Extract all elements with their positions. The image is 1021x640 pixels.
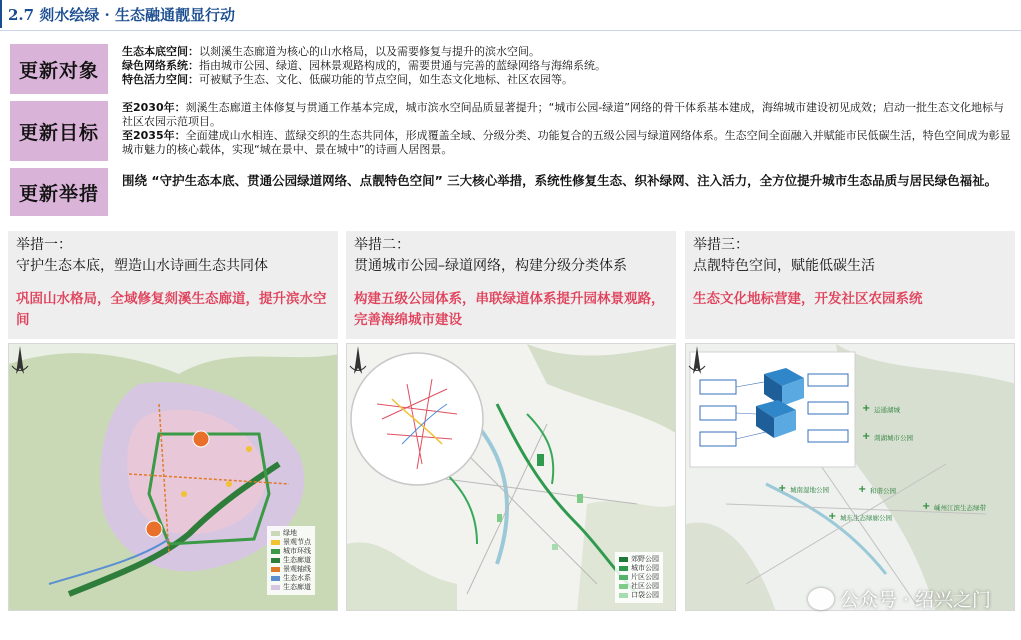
line-key: 生态本底空间： bbox=[122, 45, 199, 58]
legend-item bbox=[619, 591, 659, 600]
legend-label: 生态水系 bbox=[283, 574, 311, 582]
map-legend bbox=[615, 552, 663, 603]
legend-label: 城市环线 bbox=[283, 547, 311, 555]
legend-swatch bbox=[271, 549, 280, 554]
panel-title-label: 举措二： bbox=[354, 237, 410, 253]
row-update-objects bbox=[10, 44, 1015, 94]
legend-swatch bbox=[619, 584, 628, 589]
text-line bbox=[122, 129, 1012, 157]
legend-item bbox=[271, 529, 311, 538]
page-title: 2.7 剡水绘绿 · 生态融通靓显行动 bbox=[8, 6, 235, 24]
text-line bbox=[122, 45, 1012, 59]
legend-label: 口袋公园 bbox=[631, 591, 659, 599]
legend-item bbox=[271, 574, 311, 583]
legend-swatch bbox=[271, 540, 280, 545]
legend-item bbox=[271, 538, 311, 547]
map-legend bbox=[267, 526, 315, 595]
panel-title: 守护生态本底，塑造山水诗画生态共同体 bbox=[16, 258, 268, 274]
line-key: 至2030年： bbox=[122, 101, 186, 114]
legend-swatch bbox=[619, 557, 628, 562]
legend-label: 生态廊道 bbox=[283, 583, 311, 591]
text-line bbox=[122, 73, 1012, 87]
line-body: 以剡溪生态廊道为核心的山水格局，以及需要修复与提升的滨水空间。 bbox=[199, 45, 540, 58]
legend-item bbox=[271, 547, 311, 556]
wechat-icon bbox=[808, 588, 834, 610]
legend-label: 生态廊道 bbox=[283, 556, 311, 564]
legend-item bbox=[271, 565, 311, 574]
map-feature-spaces bbox=[685, 343, 1015, 611]
panel-measure-1 bbox=[8, 231, 338, 339]
legend-swatch bbox=[271, 558, 280, 563]
place-label: 嵊州江滨生态绿带 bbox=[934, 504, 986, 512]
line-body: 指由城市公园、绿道、园林景观路构成的，需要贯通与完善的蓝绿网络与海绵系统。 bbox=[199, 59, 606, 72]
line-key: 至2035年： bbox=[122, 129, 186, 142]
line-body: 可被赋予生态、文化、低碳功能的节点空间，如生态文化地标、社区农园等。 bbox=[199, 73, 573, 86]
text-line bbox=[122, 101, 1012, 129]
line-body: 全面建成山水相连、蓝绿交织的生态共同体，形成覆盖全域、分级分类、功能复合的五级公园与绿道网络体系。生态空间全面融入并赋能市民低碳生活，特色空间成为彰显城市魅力的核心载体，实现“城在景中、景在城中”的诗画人居图景。 bbox=[122, 129, 1011, 156]
panel-measure-3 bbox=[685, 231, 1015, 339]
green-marker-icon: + bbox=[828, 511, 837, 522]
label-text: 更新对象 bbox=[18, 59, 99, 82]
update-objects-text bbox=[122, 45, 1012, 87]
legend-item bbox=[271, 583, 311, 592]
panel-measure-text: 生态文化地标营建，开发社区农园系统 bbox=[693, 291, 923, 307]
panel-title-label: 举措三： bbox=[693, 237, 749, 253]
header-divider bbox=[0, 30, 1021, 31]
green-marker-icon: + bbox=[778, 483, 787, 494]
title-accent-bar bbox=[0, 0, 2, 28]
legend-label: 绿地 bbox=[283, 529, 297, 537]
line-body: 剡溪生态廊道主体修复与贯通工作基本完成，城市滨水空间品质显著提升；“城市公园-绿道”网络的骨干体系基本建成，海绵城市建设初见成效；启动一批生态文化地标与社区农园示范项目。 bbox=[122, 101, 1004, 128]
panel-measure-text: 巩固山水格局，全域修复剡溪生态廊道，提升滨水空间 bbox=[16, 291, 327, 328]
legend-label: 景观轴线 bbox=[283, 565, 311, 573]
label-text: 更新举措 bbox=[18, 182, 99, 205]
legend-item bbox=[271, 556, 311, 565]
panel-title: 点靓特色空间，赋能低碳生活 bbox=[693, 258, 875, 274]
watermark bbox=[808, 585, 991, 612]
green-marker-icon: + bbox=[862, 403, 871, 414]
green-marker-icon: + bbox=[862, 431, 871, 442]
legend-swatch bbox=[271, 567, 280, 572]
legend-swatch bbox=[271, 531, 280, 536]
legend-item bbox=[619, 573, 659, 582]
legend-label: 片区公园 bbox=[631, 573, 659, 581]
legend-label: 景观节点 bbox=[283, 538, 311, 546]
watermark-text: 公众号 · 绍兴之门 bbox=[839, 589, 991, 611]
legend-label: 社区公园 bbox=[631, 582, 659, 590]
panel-title-label: 举措一： bbox=[16, 237, 72, 253]
place-label: 运通湖城 bbox=[874, 406, 900, 414]
legend-label: 城市公园 bbox=[631, 564, 659, 572]
legend-item bbox=[619, 555, 659, 564]
panel-title: 贯通城市公园–绿道网络，构建分级分类体系 bbox=[354, 258, 627, 274]
row-update-goals bbox=[10, 101, 1015, 161]
update-goals-text bbox=[122, 101, 1012, 157]
update-measures-text: 围绕 “守护生态本底、贯通公园绿道网络、点靓特色空间” 三大核心举措，系统性修复生态、织补绿网、注入活力，全方位提升城市生态品质与居民绿色福祉。 bbox=[122, 173, 998, 188]
legend-swatch bbox=[271, 585, 280, 590]
green-marker-icon: + bbox=[858, 484, 867, 495]
north-arrow-icon bbox=[686, 344, 708, 384]
legend-swatch bbox=[619, 593, 628, 598]
line-key: 特色活力空间： bbox=[122, 73, 199, 86]
place-label: 城东生态绿廊公园 bbox=[840, 514, 892, 522]
label-update-objects bbox=[10, 44, 108, 94]
panel-measure-text: 构建五级公园体系，串联绿道体系提升园林景观路，完善海绵城市建设 bbox=[354, 291, 665, 328]
header bbox=[0, 0, 1021, 30]
place-label: 城南湿地公园 bbox=[790, 486, 829, 494]
place-label: 剡湖城市公园 bbox=[874, 434, 913, 442]
map-park-greenway bbox=[346, 343, 676, 611]
legend-swatch bbox=[619, 575, 628, 580]
north-arrow-icon bbox=[9, 344, 31, 384]
row-update-measures bbox=[10, 168, 1015, 216]
map-feature-spaces-graphic bbox=[686, 344, 1015, 611]
green-marker-icon: + bbox=[922, 501, 931, 512]
map-ecological-base bbox=[8, 343, 338, 611]
text-line bbox=[122, 59, 1012, 73]
legend-swatch bbox=[271, 576, 280, 581]
line-key: 绿色网络系统： bbox=[122, 59, 199, 72]
legend-item bbox=[619, 564, 659, 573]
legend-label: 郊野公园 bbox=[631, 555, 659, 563]
label-update-measures bbox=[10, 168, 108, 216]
north-arrow-icon bbox=[347, 344, 369, 384]
label-update-goals bbox=[10, 101, 108, 161]
label-text: 更新目标 bbox=[18, 121, 99, 144]
panel-measure-2 bbox=[346, 231, 676, 339]
legend-swatch bbox=[619, 566, 628, 571]
legend-item bbox=[619, 582, 659, 591]
place-label: 和谐公园 bbox=[870, 487, 896, 495]
